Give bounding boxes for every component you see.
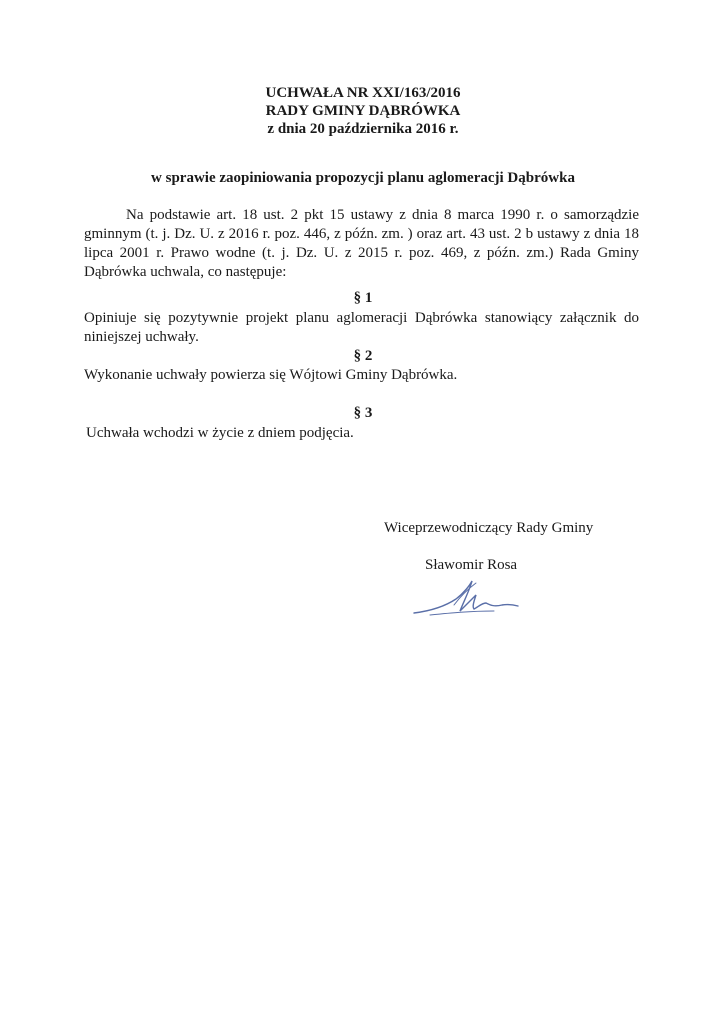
signer-role: Wiceprzewodniczący Rady Gminy xyxy=(384,520,594,536)
section-1-title: § 1 xyxy=(353,290,373,306)
section-3-text: Uchwała wchodzi w życie z dniem podjęcia. xyxy=(86,425,354,441)
section-2-title: § 2 xyxy=(353,348,373,364)
handwritten-signature xyxy=(410,575,520,625)
legal-basis-paragraph: Na podstawie art. 18 ust. 2 pkt 15 ustawy z dnia 8 marca 1990 r. o samorządzie gminnym (t. j. Dz. U. z 2016 r. poz. 446, z późn. zm. ) oraz art. 43 ust. 2 b ustawy z dnia 18 lipca 2001 r. Prawo wodne (t. j. Dz. U. z 2015 r. poz. 469, z późn. zm.) Rada Gminy Dąbrówka uchwala, co następuje: xyxy=(84,207,639,280)
resolution-number: UCHWAŁA NR XXI/163/2016 xyxy=(265,85,461,101)
section-3-title: § 3 xyxy=(353,405,373,421)
council-name: RADY GMINY DĄBRÓWKA xyxy=(265,103,461,119)
signer-name: Sławomir Rosa xyxy=(425,557,518,573)
section-2-text: Wykonanie uchwały powierza się Wójtowi Gminy Dąbrówka. xyxy=(84,367,458,383)
resolution-header xyxy=(0,84,726,138)
resolution-date: z dnia 20 października 2016 r. xyxy=(267,121,459,137)
section-1-text: Opiniuje się pozytywnie projekt planu aglomeracji Dąbrówka stanowiący załącznik do niniejszej uchwały. xyxy=(84,310,639,345)
resolution-subject: w sprawie zaopiniowania propozycji planu aglomeracji Dąbrówka xyxy=(151,170,575,186)
